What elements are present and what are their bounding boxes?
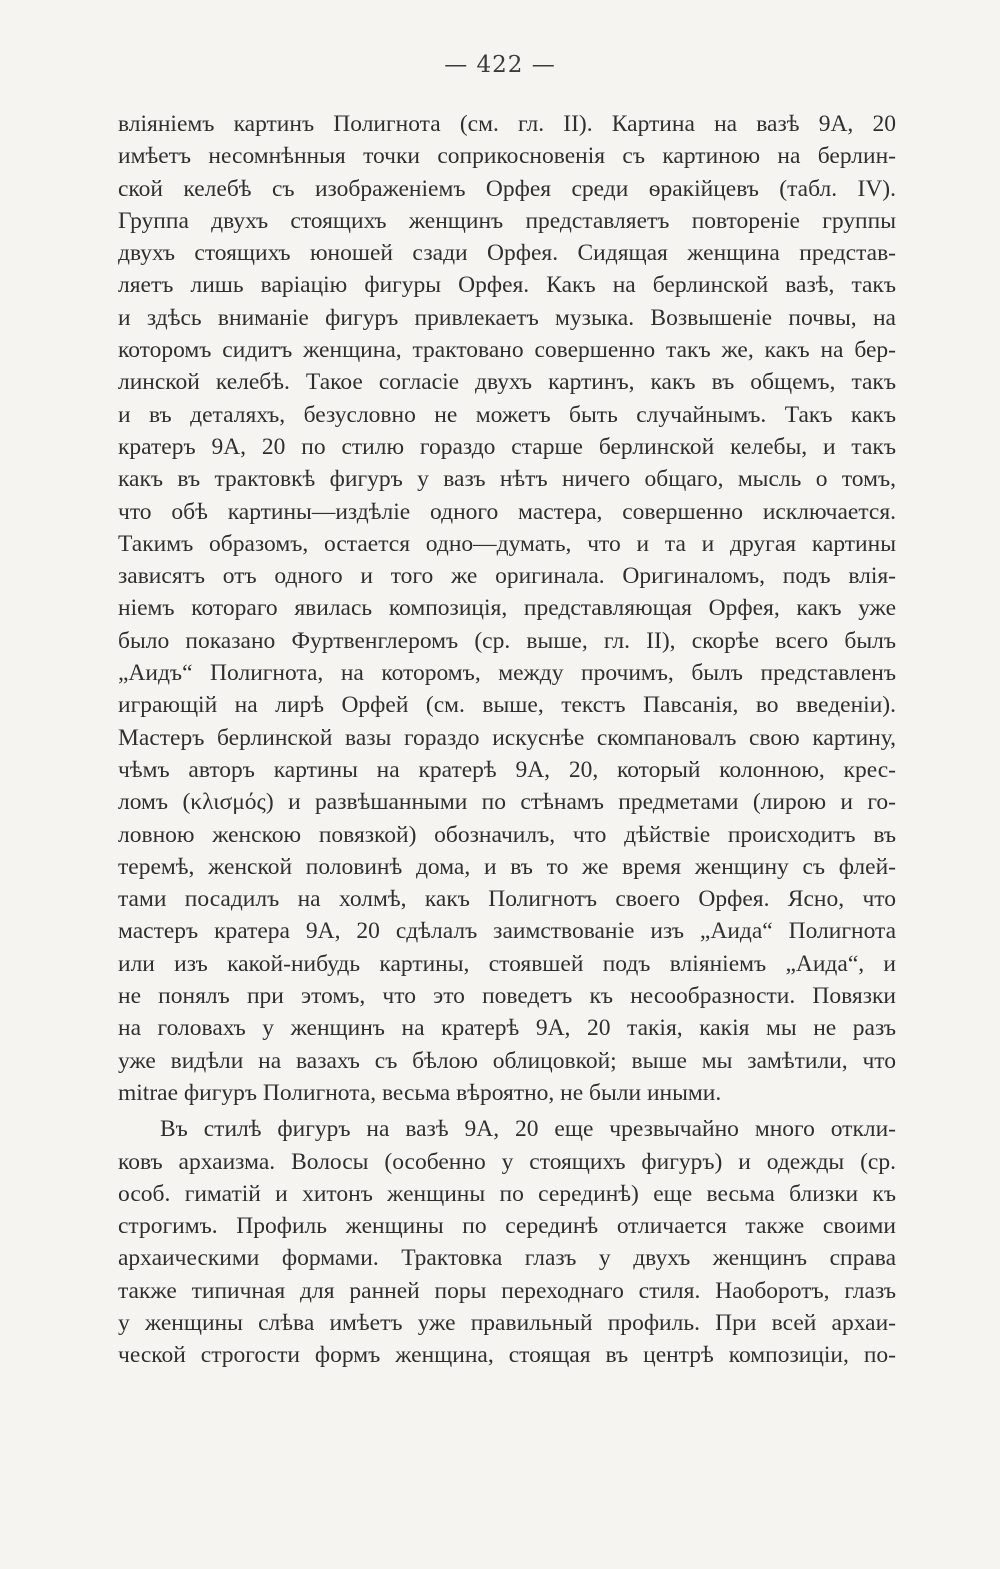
text-line: линской келебѣ. Такое согласіе двухъ картинъ, какъ въ общемъ, такъ bbox=[118, 369, 896, 396]
text-line: ской келебѣ съ изображеніемъ Орфея среди ѳракійцевъ (табл. IV). bbox=[118, 175, 896, 202]
text-line: ческой строгости формъ женщина, стоящая въ центрѣ композиціи, по- bbox=[118, 1342, 896, 1369]
text-line: „Аидъ“ Полигнота, на которомъ, между прочимъ, былъ представленъ bbox=[118, 660, 896, 687]
text-line: mitrae фигуръ Полигнота, весьма вѣроятно, не были иными. bbox=[118, 1079, 722, 1106]
text-line: у женщины слѣва имѣетъ уже правильный профиль. При всей архаи- bbox=[118, 1309, 896, 1336]
paragraph bbox=[118, 108, 896, 1109]
text-line: Такимъ образомъ, остается одно—думать, что и та и другая картины bbox=[118, 530, 896, 557]
text-line: вліяніемъ картинъ Полигнота (см. гл. II). Картина на вазѣ 9А, 20 bbox=[118, 111, 896, 137]
text-line: какъ въ трактовкѣ фигуръ у вазъ нѣтъ ничего общаго, мысль о томъ, bbox=[118, 466, 896, 493]
text-line: зависятъ отъ одного и того же оригинала. Оригиналомъ, подъ влія- bbox=[118, 563, 896, 590]
text-line: уже видѣли на вазахъ съ бѣлою облицовкой; выше мы замѣтили, что bbox=[118, 1047, 896, 1074]
body-text bbox=[118, 108, 896, 1372]
text-line: строгимъ. Профиль женщины по серединѣ отличается также своими bbox=[118, 1213, 896, 1240]
text-line: и въ деталяхъ, безусловно не можетъ быть случайнымъ. Такъ какъ bbox=[118, 401, 896, 428]
text-line: на головахъ у женщинъ на кратерѣ 9А, 20 такія, какія мы не разъ bbox=[118, 1015, 896, 1042]
text-line: особ. гиматій и хитонъ женщины по серединѣ) еще весьма близки къ bbox=[118, 1180, 896, 1207]
text-line: которомъ сидитъ женщина, трактовано совершенно такъ же, какъ на бер- bbox=[118, 337, 896, 364]
text-line: имѣетъ несомнѣнныя точки соприкосновенія съ картиною на берлин- bbox=[118, 143, 896, 170]
text-line: играющій на лирѣ Орфей (см. выше, текстъ Павсанія, во введеніи). bbox=[118, 692, 896, 719]
text-line: также типичная для ранней поры переходнаго стиля. Наоборотъ, глазъ bbox=[118, 1277, 896, 1304]
text-line: и здѣсь вниманіе фигуръ привлекаетъ музыка. Возвышеніе почвы, на bbox=[118, 304, 896, 331]
paragraph bbox=[118, 1113, 896, 1371]
text-line: было показано Фуртвенглеромъ (ср. выше, гл. II), скорѣе всего былъ bbox=[118, 627, 896, 654]
text-line: ляетъ лишь варіацію фигуры Орфея. Какъ на берлинской вазѣ, такъ bbox=[118, 272, 896, 299]
text-line: Группа двухъ стоящихъ женщинъ представляетъ повтореніе группы bbox=[118, 207, 896, 234]
text-line: Мастеръ берлинской вазы гораздо искуснѣе скомпановалъ свою картину, bbox=[118, 724, 896, 751]
text-line: не понялъ при этомъ, что это поведетъ къ несообразности. Повязки bbox=[118, 983, 896, 1010]
text-line: двухъ стоящихъ юношей сзади Орфея. Сидящая женщина представ- bbox=[118, 240, 896, 267]
text-line: кратеръ 9А, 20 по стилю гораздо старше берлинской келебы, и такъ bbox=[118, 433, 896, 460]
text-line: ковъ архаизма. Волосы (особенно у стоящихъ фигуръ) и одежды (ср. bbox=[118, 1148, 896, 1175]
text-line: тами посадилъ на холмѣ, какъ Полигнотъ своего Орфея. Ясно, что bbox=[118, 886, 896, 913]
text-line: что обѣ картины—издѣліе одного мастера, совершенно исключается. bbox=[118, 498, 896, 525]
text-line: мастеръ кратера 9А, 20 сдѣлалъ заимствованіе изъ „Аида“ Полигнота bbox=[118, 918, 896, 945]
text-line: теремѣ, женской половинѣ дома, и въ то же время женщину съ флей- bbox=[118, 853, 896, 880]
text-line: ловною женскою повязкой) обозначилъ, что дѣйствіе происходитъ въ bbox=[118, 821, 896, 848]
text-line: ніемъ котораго явилась композиція, представляющая Орфея, какъ уже bbox=[118, 595, 896, 622]
text-line: ломъ (κλισμός) и развѣшанными по стѣнамъ предметами (лирою и го- bbox=[118, 789, 896, 816]
text-line: или изъ какой-нибудь картины, стоявшей подъ вліяніемъ „Аида“, и bbox=[118, 950, 896, 977]
text-line: чѣмъ авторъ картины на кратерѣ 9А, 20, который колонною, крес- bbox=[118, 756, 896, 783]
text-line: Въ стилѣ фигуръ на вазѣ 9А, 20 еще чрезвычайно много откли- bbox=[160, 1116, 896, 1143]
page-number: — 422 — bbox=[444, 52, 556, 78]
text-line: архаическими формами. Трактовка глазъ у двухъ женщинъ справа bbox=[118, 1245, 896, 1272]
